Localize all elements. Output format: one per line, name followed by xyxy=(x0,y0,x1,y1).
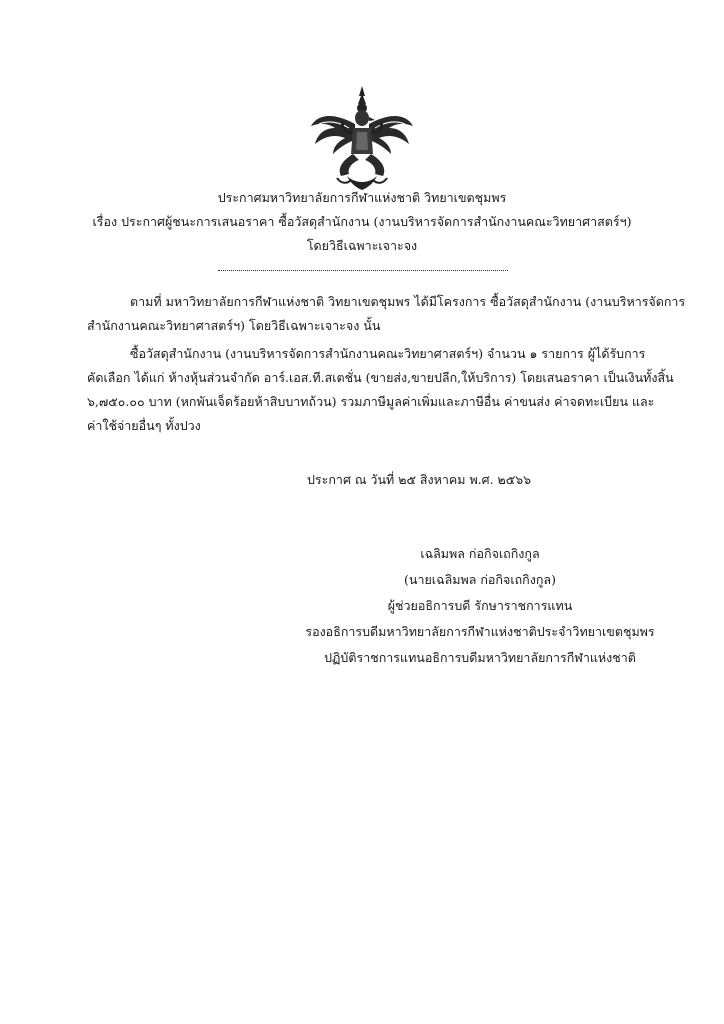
signature-position-2: รองอธิการบดีมหาวิทยาลัยการกีฬาแห่งชาติประจำวิทยาเขตชุมพร xyxy=(305,624,655,639)
paragraph-2-line-2: คัดเลือก ได้แก่ ห้างหุ้นส่วนจำกัด อาร์.เอส.ที.สเตชั่น (ขายส่ง,ขายปลีก,ให้บริการ) โดยเสนอราคา เป็นเงินทั้งสิ้น xyxy=(87,370,674,385)
signature-position-3: ปฏิบัติราชการแทนอธิการบดีมหาวิทยาลัยการกีฬาแห่งชาติ xyxy=(324,650,636,665)
paragraph-1-line-2: สำนักงานคณะวิทยาศาสตร์ฯ) โดยวิธีเฉพาะเจาะจง นั้น xyxy=(87,318,381,333)
paragraph-2-line-4: ค่าใช้จ่ายอื่นๆ ทั้งปวง xyxy=(87,418,201,433)
paragraph-2-line-1: ซื้อวัสดุสำนักงาน (งานบริหารจัดการสำนักงานคณะวิทยาศาสตร์ฯ) จำนวน ๑ รายการ ผู้ได้รับการ xyxy=(130,346,646,361)
paragraph-1-line-1: ตามที่ มหาวิทยาลัยการกีฬาแห่งชาติ วิทยาเขตชุมพร ได้มีโครงการ ซื้อวัสดุสำนักงาน (งานบริหารจัดการ xyxy=(130,294,686,309)
procurement-method: โดยวิธีเฉพาะเจาะจง xyxy=(306,238,418,253)
header-divider xyxy=(218,270,508,271)
announcement-date: ประกาศ ณ วันที่ ๒๕ สิงหาคม พ.ศ. ๒๕๖๖ xyxy=(307,472,532,487)
signature-signed-name: เฉลิมพล ก่อกิจเถกิงกูล xyxy=(420,546,540,561)
signature-position-1: ผู้ช่วยอธิการบดี รักษาราชการแทน xyxy=(387,598,573,613)
announcement-title: ประกาศมหาวิทยาลัยการกีฬาแห่งชาติ วิทยาเขตชุมพร xyxy=(217,190,507,205)
paragraph-2-line-3: ๖,๗๕๐.๐๐ บาท (หกพันเจ็ดร้อยห้าสิบบาทถ้วน) รวมภาษีมูลค่าเพิ่มและภาษีอื่น ค่าขนส่ง ค่าจดทะเบียน และ xyxy=(87,394,655,409)
signature-printed-name: (นายเฉลิมพล ก่อกิจเถกิงกูล) xyxy=(404,572,556,587)
announcement-subject: เรื่อง ประกาศผู้ชนะการเสนอราคา ซื้อวัสดุสำนักงาน (งานบริหารจัดการสำนักงานคณะวิทยาศาสตร์ฯ) xyxy=(92,214,632,229)
garuda-emblem-icon xyxy=(307,84,417,192)
